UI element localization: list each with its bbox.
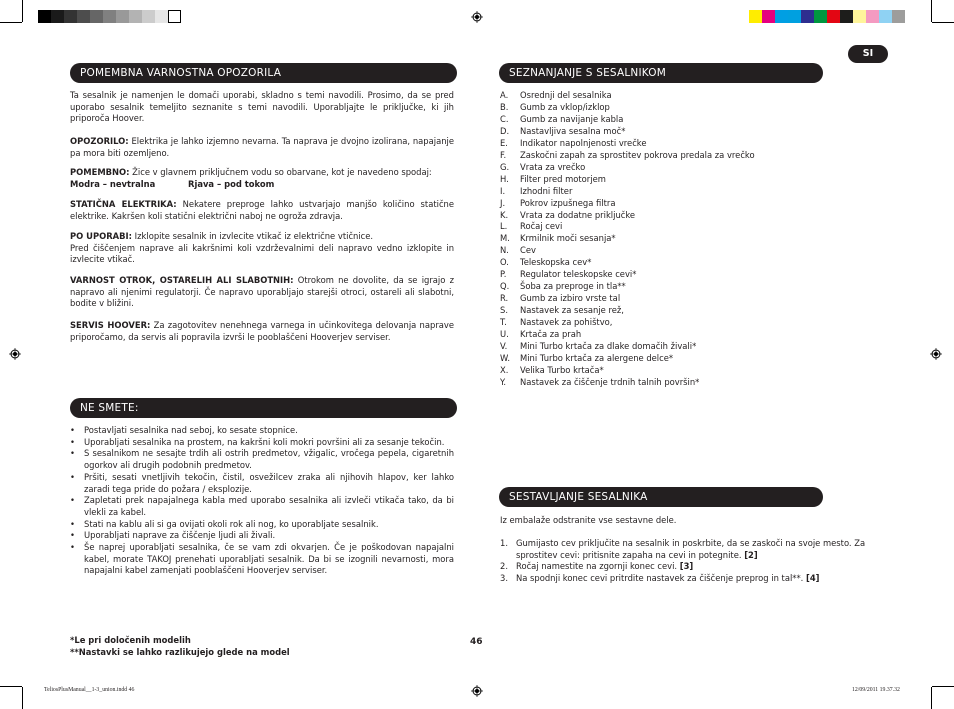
servis-text: Za zagotovitev nenehnega varnega in učinkovitega delovanja naprave priporočamo, da servis ali popravila izvrši le pooblaščeni Hooverjev serviser. (70, 320, 455, 342)
parts-list-item (500, 221, 755, 233)
opozorilo-paragraph (70, 136, 454, 159)
pomembno-text: Žice v glavnem priključnem vodu so obarvane, kot je navedeno spodaj: (129, 167, 432, 177)
list-item (70, 472, 454, 495)
parts-list-item (500, 198, 755, 210)
part-letter: D. (500, 125, 510, 136)
color-swatch (892, 10, 905, 23)
part-label: Krtača za prah (520, 329, 582, 340)
part-letter: H. (500, 173, 509, 184)
parts-list-item (500, 162, 755, 174)
part-letter: X. (500, 364, 509, 375)
gray-swatch (168, 10, 181, 23)
part-letter: Q. (500, 281, 510, 292)
part-letter: Y. (500, 376, 507, 387)
po-uporabi-text-2: Pred čiščenjem naprave ali kakršnimi koli vzdrževalnimi deli napravo vedno izklopite in izvlecite vtikač. (70, 242, 454, 265)
staticna-text: Nekatere preproge lahko ustvarjajo manjšo količino statične elektrike. Kakršen koli statični električni naboj ne ogroža zdravja. (70, 199, 455, 221)
gray-swatch (64, 10, 77, 23)
part-letter: E. (500, 137, 508, 148)
parts-section-header: SEZNANJANJE S SESALNIKOM (499, 63, 823, 83)
step-figure-ref: [4] (806, 573, 820, 584)
list-item-text: Postavljati sesalnika nad seboj, ko sesate stopnice. (84, 425, 298, 435)
part-label: Krmilnik moči sesanja* (520, 233, 616, 244)
staticna-paragraph (70, 199, 454, 222)
crop-mark (932, 686, 954, 687)
intro-paragraph (70, 90, 454, 125)
color-swatch (853, 10, 866, 23)
part-letter: W. (500, 352, 510, 363)
bullet-icon: • (70, 518, 75, 529)
part-label: Ročaj cevi (520, 221, 563, 232)
list-item-text: Pršiti, sesati vnetljivih tekočin, čistil, osvežilcev zraka ali njihovih hlapov, ker lahko zaradi tega pride do požara / eksplozije. (84, 471, 454, 494)
part-label: Izhodni filter (520, 185, 573, 196)
wire-blue-label: Modra – nevtralna (70, 178, 156, 189)
parts-list-item (500, 90, 755, 102)
safety-section-header: POMEMBNA VARNOSTNA OPOZORILA (70, 63, 457, 83)
po-uporabi-text: Izklopite sesalnik in izvlecite vtikač iz električne vtičnice. (132, 231, 374, 241)
assembly-step (500, 561, 885, 573)
list-item (70, 519, 454, 531)
list-item-text: Zapletati prek napajalnega kabla med uporabo sesalnika ali izvleči vtikača tako, da bi vlekli za kabel. (84, 495, 454, 517)
part-letter: N. (500, 245, 509, 256)
parts-list-item (500, 138, 755, 150)
parts-list-item (500, 269, 755, 281)
part-letter: L. (500, 221, 508, 232)
opozorilo-text: Elektrika je lahko izjemno nevarna. Ta naprava je dvojno izolirana, napajanje pa mora biti ozemljeno. (70, 136, 454, 158)
bullet-icon: • (70, 495, 75, 506)
color-swatch (801, 10, 814, 23)
part-letter: C. (500, 113, 509, 124)
parts-list-item (500, 341, 755, 353)
color-calibration-bar (749, 10, 905, 23)
parts-list-item (500, 233, 755, 245)
bullet-icon: • (70, 542, 75, 553)
parts-list-item (500, 293, 755, 305)
part-label: Osrednji del sesalnika (520, 90, 612, 100)
step-figure-ref: [3] (679, 561, 694, 572)
step-text: Na spodnji konec cevi pritrdite nastavek za čiščenje preprog in tal**. (516, 573, 804, 584)
intro-text: Ta sesalnik je namenjen le domači uporabi, skladno s temi navodili. Prosimo, da se pred uporabo sesalnik temeljito seznanite s temi navodili. Uporabljajte le priključke, ki jih priporoča Hoover. (70, 90, 454, 124)
gray-swatch (155, 10, 168, 23)
list-item-text: Uporabljati sesalnika na prostem, na kakršni koli mokri površini ali za sesanje tekočin. (84, 436, 445, 447)
parts-list (500, 90, 755, 389)
color-swatch (827, 10, 840, 23)
gray-swatch (90, 10, 103, 23)
part-label: Cev (520, 245, 536, 256)
part-label: Gumb za vklop/izklop (520, 101, 610, 112)
gray-swatch (77, 10, 90, 23)
part-letter: O. (500, 257, 509, 268)
parts-list-item (500, 102, 755, 114)
part-letter: P. (500, 269, 507, 280)
part-label: Zaskočni zapah za sprostitev pokrova predala za vrečko (520, 149, 755, 160)
opozorilo-label: OPOZORILO: (70, 136, 129, 146)
crop-mark (931, 0, 932, 22)
color-swatch (879, 10, 892, 23)
part-letter: J. (500, 197, 506, 208)
list-item-text: Uporabljati naprave za čiščenje ljudi ali živali. (84, 530, 276, 541)
assembly-intro: Iz embalaže odstranite vse sestavne dele. (500, 515, 677, 525)
parts-list-item (500, 353, 755, 365)
gray-swatch (142, 10, 155, 23)
part-letter: B. (500, 101, 509, 112)
part-label: Pokrov izpušnega filtra (520, 197, 616, 208)
language-badge: SI (848, 45, 888, 63)
po-uporabi-paragraph (70, 231, 454, 266)
color-swatch (840, 10, 853, 23)
part-label: Teleskopska cev* (520, 257, 592, 268)
crop-mark (0, 22, 22, 23)
parts-list-item (500, 377, 755, 389)
staticna-label: STATIČNA ELEKTRIKA: (70, 199, 177, 209)
parts-list-item (500, 305, 755, 317)
parts-list-item (500, 126, 755, 138)
part-letter: I. (500, 185, 506, 196)
parts-list-item (500, 281, 755, 293)
po-uporabi-label: PO UPORABI: (70, 231, 133, 241)
part-label: Filter pred motorjem (520, 173, 606, 184)
ne-smete-list (70, 425, 454, 577)
bullet-icon: • (70, 448, 75, 459)
registration-mark-icon (471, 685, 483, 697)
step-figure-ref: [2] (744, 549, 758, 560)
part-letter: R. (500, 293, 509, 304)
parts-list-item (500, 329, 755, 341)
registration-mark-icon (930, 348, 942, 360)
part-label: Nastavek za pohištvo, (520, 317, 613, 328)
list-item-text: S sesalnikom ne sesajte trdih ali ostrih predmetov, vžigalic, vročega pepela, cigaretnih ogorkov ali drugih podobnih predmetov. (84, 448, 454, 471)
color-swatch (762, 10, 775, 23)
crop-mark (22, 0, 23, 22)
varnost-label: VARNOST OTROK, OSTARELIH ALI SLABOTNIH: (70, 275, 294, 285)
servis-paragraph (70, 320, 454, 343)
assembly-step (500, 538, 885, 561)
assembly-step (500, 573, 885, 585)
color-swatch (775, 10, 788, 23)
color-swatch (866, 10, 879, 23)
part-label: Vrata za vrečko (520, 161, 586, 172)
footnotes (70, 635, 290, 658)
registration-mark-icon (9, 348, 21, 360)
date-slug: 12/09/2011 19.37.32 (852, 687, 900, 693)
color-swatch (788, 10, 801, 23)
gray-swatch (38, 10, 51, 23)
pomembno-paragraph (70, 167, 454, 190)
part-letter: F. (500, 149, 507, 160)
list-item (70, 448, 454, 471)
footnote-attachments: **Nastavki se lahko razlikujejo glede na model (70, 646, 290, 657)
part-label: Vrata za dodatne priključke (520, 209, 636, 220)
gray-swatch (103, 10, 116, 23)
gray-swatch (116, 10, 129, 23)
list-item (70, 530, 454, 542)
part-letter: A. (500, 90, 509, 100)
assembly-steps (500, 538, 885, 585)
parts-list-item (500, 365, 755, 377)
parts-list-item (500, 210, 755, 222)
part-letter: K. (500, 209, 509, 220)
varnost-paragraph (70, 275, 454, 310)
color-swatch (814, 10, 827, 23)
crop-mark (931, 687, 932, 709)
gray-calibration-bar (38, 10, 181, 23)
part-label: Šoba za preproge in tla** (520, 281, 626, 292)
part-label: Indikator napolnjenosti vrečke (520, 137, 647, 148)
step-text: Gumijasto cev priključite na sesalnik in poskrbite, da se zaskoči na svoje mesto. Za sprostitev cevi: pritisnite zapaha na cevi in potegnite. (516, 538, 866, 560)
crop-mark (0, 686, 22, 687)
step-text: Ročaj namestite na zgornji konec cevi. (516, 561, 678, 572)
parts-list-item (500, 257, 755, 269)
gray-swatch (129, 10, 142, 23)
crop-mark (932, 22, 954, 23)
wire-brown-label: Rjava – pod tokom (188, 178, 275, 189)
assembly-section-header: SESTAVLJANJE SESALNIKA (499, 487, 823, 507)
part-label: Mini Turbo krtača za alergene delce* (520, 352, 674, 363)
bullet-icon: • (70, 471, 75, 482)
part-letter: S. (500, 305, 508, 316)
step-number: 1. (500, 538, 508, 548)
parts-list-item (500, 317, 755, 329)
parts-list-item (500, 245, 755, 257)
list-item (70, 425, 454, 437)
list-item (70, 495, 454, 518)
part-letter: M. (500, 233, 510, 244)
part-letter: U. (500, 329, 509, 340)
footnote-models: *Le pri določenih modelih (70, 635, 191, 645)
parts-list-item (500, 150, 755, 162)
bullet-icon: • (70, 436, 75, 447)
part-letter: G. (500, 161, 510, 172)
servis-label: SERVIS HOOVER: (70, 320, 151, 330)
part-letter: T. (500, 317, 507, 328)
crop-mark (22, 687, 23, 709)
gray-swatch (51, 10, 64, 23)
step-number: 2. (500, 561, 508, 572)
step-number: 3. (500, 573, 508, 584)
ne-smete-section-header: NE SMETE: (70, 398, 457, 418)
list-item (70, 542, 454, 577)
part-label: Gumb za navijanje kabla (520, 113, 624, 124)
list-item (70, 437, 454, 449)
part-label: Mini Turbo krtača za dlake domačih živali* (520, 341, 697, 352)
file-slug: TeliosPlusManual__1-3_union.indd 46 (44, 687, 135, 693)
part-label: Gumb za izbiro vrste tal (520, 293, 621, 304)
part-label: Nastavek za čiščenje trdnih talnih površin* (520, 376, 700, 387)
parts-list-item (500, 174, 755, 186)
bullet-icon: • (70, 530, 75, 541)
list-item-text: Stati na kablu ali si ga ovijati okoli rok ali nog, ko uporabljate sesalnik. (84, 518, 379, 529)
part-label: Nastavek za sesanje rež, (520, 305, 624, 316)
page-number: 46 (470, 637, 483, 647)
parts-list-item (500, 114, 755, 126)
part-label: Velika Turbo krtača* (520, 364, 604, 375)
parts-list-item (500, 186, 755, 198)
color-swatch (749, 10, 762, 23)
varnost-text: Otrokom ne dovolite, da se igrajo z napravo ali njenimi regulatorji. Če napravo uporabljajo starejši otroci, ostareli ali slabotni, bodite v bližini. (70, 275, 454, 309)
part-label: Regulator teleskopske cevi* (520, 269, 637, 280)
pomembno-label: POMEMBNO: (70, 167, 130, 177)
registration-mark-icon (471, 11, 483, 23)
list-item-text: Še naprej uporabljati sesalnika, če se vam zdi okvarjen. Če je poškodovan napajalni kabel, morate TAKOJ prenehati uporabljati sesalnik. Da bi se izognili nevarnosti, mora napajalni kabel zamenjati pooblaščeni Hooverjev serviser. (84, 542, 454, 576)
bullet-icon: • (70, 425, 75, 435)
part-letter: V. (500, 341, 508, 352)
part-label: Nastavljiva sesalna moč* (520, 125, 626, 136)
